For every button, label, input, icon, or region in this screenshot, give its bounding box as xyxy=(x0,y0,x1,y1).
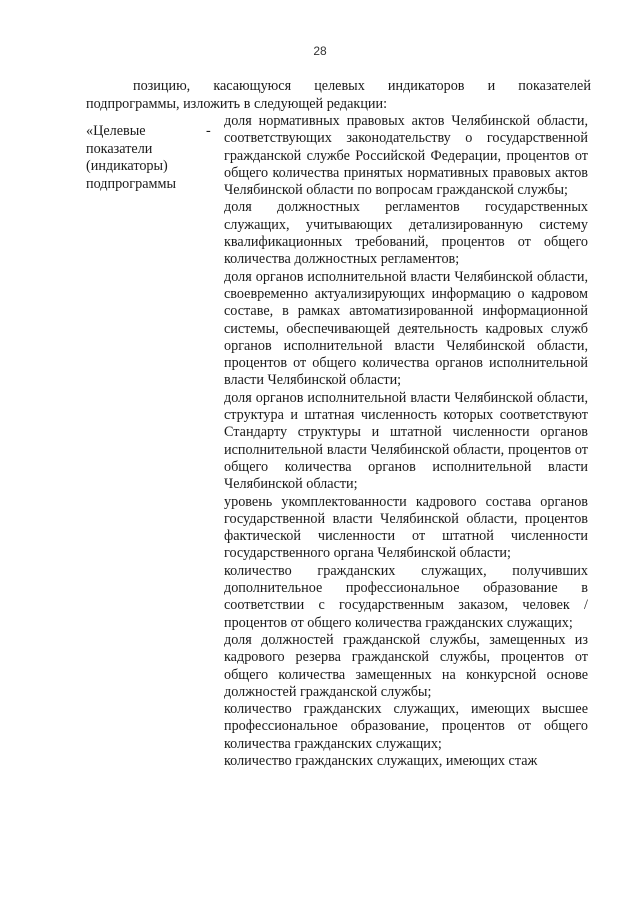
indicator-item: количество гражданских служащих, получивших дополнительное профессиональное образование в соответствии с государственным заказом, человек / процентов от общего количества гражданских служащих; xyxy=(224,562,588,631)
intro-word: целевых xyxy=(314,78,365,94)
indicator-item: доля органов исполнительной власти Челябинской области, своевременно актуализирующих информацию о кадровом составе, в рамках автоматизированной информационной системы, обеспечивающей деятельность кадровых служб органов исполнительной власти Челябинской области, процентов от общего количества органов исполнительной власти Челябинской области; xyxy=(224,268,588,389)
intro-word: позицию, xyxy=(133,78,191,94)
indicator-item: доля должностных регламентов государственных служащих, учитывающих детализированную систему квалификационных требований, процентов от общего количества должностных регламентов; xyxy=(224,199,588,268)
section-label xyxy=(86,123,211,193)
intro-paragraph xyxy=(86,78,591,113)
indicators-list xyxy=(224,113,588,770)
page-number: 28 xyxy=(313,44,327,58)
intro-line-2: подпрограммы, изложить в следующей редакции: xyxy=(86,95,388,112)
intro-word: показателей xyxy=(518,78,591,94)
intro-word: и xyxy=(487,78,496,94)
indicator-item: доля должностей гражданской службы, замещенных из кадрового резерва гражданской службы, процентов от общего количества замещенных на конкурсной основе должностей гражданской службы; xyxy=(224,631,588,700)
label-dash: - xyxy=(206,123,211,139)
indicator-item: уровень укомплектованности кадрового состава органов государственной власти Челябинской области, процентов фактической численности от штатной численности государственного органа Челябинской области; xyxy=(224,493,588,562)
intro-line-1 xyxy=(86,78,591,96)
indicator-item: доля нормативных правовых актов Челябинской области, соответствующих законодательству о государственной гражданской службе Российской Федерации, процентов от общего количества принятых нормативных правовых актов Челябинской области по вопросам гражданской службы; xyxy=(224,113,588,199)
indicator-item: количество гражданских служащих, имеющих стаж xyxy=(224,752,538,769)
indicator-item: количество гражданских служащих, имеющих высшее профессиональное образование, процентов от общего количества гражданских служащих; xyxy=(224,701,588,752)
intro-word: касающуюся xyxy=(213,78,292,94)
section-label-text: «Целевые показатели (индикаторы) подпрограммы xyxy=(86,123,176,192)
intro-word: индикаторов xyxy=(387,78,465,94)
indicator-item: доля органов исполнительной власти Челябинской области, структура и штатная численность которых соответствуют Стандарту структуры и штатной численности органов исполнительной власти Челябинской области, процентов от общего количества органов исполнительной власти Челябинской области; xyxy=(224,389,588,493)
